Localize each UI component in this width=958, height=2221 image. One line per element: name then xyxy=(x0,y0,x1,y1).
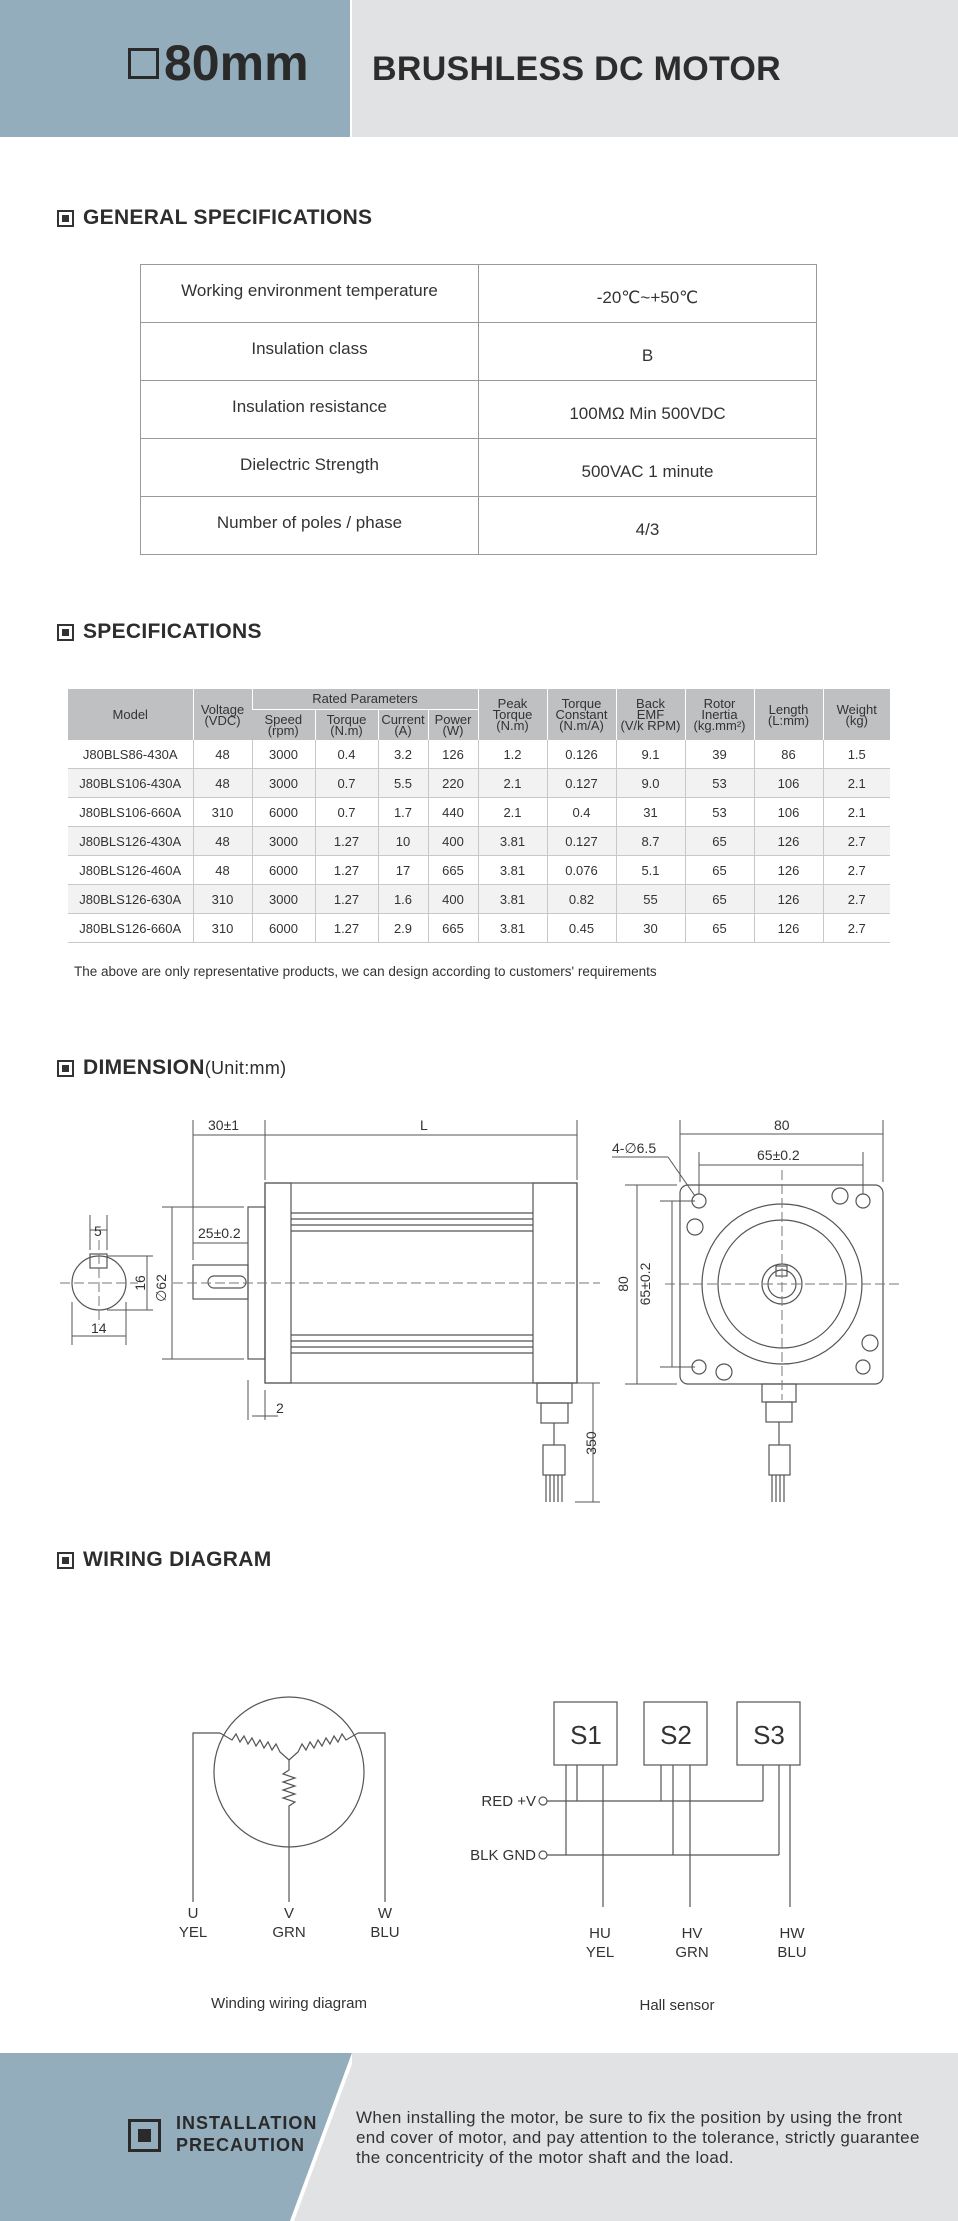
table-cell: 53 xyxy=(685,798,754,827)
hall-blk-label: BLK GND xyxy=(470,1847,536,1864)
dim-mounting-holes: 4-∅6.5 xyxy=(612,1140,657,1156)
table-cell: 1.5 xyxy=(823,740,890,769)
wiring-heading-text: WIRING DIAGRAM xyxy=(83,1548,272,1571)
general-value: 100MΩ Min 500VDC xyxy=(479,381,817,439)
winding-w-label: W xyxy=(377,1905,393,1922)
table-cell: 400 xyxy=(428,827,478,856)
table-cell: 0.7 xyxy=(315,769,378,798)
col-rotor-inertia: Rotor Inertia (kg.mm²) xyxy=(685,689,754,740)
table-cell: 1.6 xyxy=(378,885,428,914)
wiring-heading xyxy=(57,1548,272,1572)
dim-shaft-flat: 16 xyxy=(132,1275,148,1291)
table-cell: 2.7 xyxy=(823,856,890,885)
table-cell: 400 xyxy=(428,885,478,914)
table-row xyxy=(141,497,817,555)
table-cell: 0.7 xyxy=(315,798,378,827)
table-cell: 9.1 xyxy=(616,740,685,769)
general-key: Insulation resistance xyxy=(141,381,479,439)
table-cell: 1.27 xyxy=(315,827,378,856)
table-row xyxy=(68,769,890,798)
table-cell: 48 xyxy=(193,827,252,856)
general-key: Dielectric Strength xyxy=(141,439,479,497)
table-cell: 3.81 xyxy=(478,914,547,943)
table-cell: 1.27 xyxy=(315,885,378,914)
page-title: BRUSHLESS DC MOTOR xyxy=(372,50,782,88)
precaution-text: When installing the motor, be sure to fix the position by using the front end cover of motor, and pay attention to the tolerance, strictly guarantee the concentricity of the motor shaft and the load. xyxy=(356,2108,920,2167)
general-spec-table xyxy=(140,264,817,555)
section-square-icon xyxy=(57,1552,74,1569)
col-weight: Weight (kg) xyxy=(823,689,890,740)
table-cell: 2.1 xyxy=(478,769,547,798)
table-cell: 0.4 xyxy=(547,798,616,827)
table-cell: 2.1 xyxy=(478,798,547,827)
table-cell: 3.81 xyxy=(478,827,547,856)
table-row xyxy=(141,381,817,439)
table-row xyxy=(68,885,890,914)
table-cell: 48 xyxy=(193,856,252,885)
general-spec-heading xyxy=(57,206,372,230)
col-torque-constant: Torque Constant (N.m/A) xyxy=(547,689,616,740)
col-speed: Speed (rpm) xyxy=(252,709,315,740)
dim-cable-length: 350 xyxy=(583,1431,599,1455)
col-current: Current (A) xyxy=(378,709,428,740)
general-key: Insulation class xyxy=(141,323,479,381)
hall-hu-label: HU xyxy=(589,1925,611,1942)
specifications-heading xyxy=(57,620,262,644)
model-cell: J80BLS126-460A xyxy=(68,856,193,885)
table-cell: 310 xyxy=(193,885,252,914)
winding-w-color: BLU xyxy=(370,1924,400,1941)
general-key: Number of poles / phase xyxy=(141,497,479,555)
table-cell: 0.4 xyxy=(315,740,378,769)
table-cell: 48 xyxy=(193,769,252,798)
table-cell: 220 xyxy=(428,769,478,798)
table-cell: 106 xyxy=(754,798,823,827)
table-cell: 2.9 xyxy=(378,914,428,943)
table-cell: 3000 xyxy=(252,885,315,914)
table-cell: 0.82 xyxy=(547,885,616,914)
winding-v-color: GRN xyxy=(272,1924,306,1941)
hall-hv-label: HV xyxy=(681,1925,703,1942)
section-square-icon xyxy=(57,1060,74,1077)
table-cell: 6000 xyxy=(252,856,315,885)
dim-pilot-diameter: ∅62 xyxy=(153,1274,169,1302)
table-cell: 65 xyxy=(685,914,754,943)
table-cell: 5.1 xyxy=(616,856,685,885)
table-cell: 126 xyxy=(754,856,823,885)
dim-hole-pitch-height: 65±0.2 xyxy=(637,1262,653,1306)
hall-caption: Hall sensor xyxy=(639,1997,715,2014)
winding-v-label: V xyxy=(283,1905,295,1922)
table-cell: 665 xyxy=(428,914,478,943)
table-cell: 440 xyxy=(428,798,478,827)
model-cell: J80BLS126-430A xyxy=(68,827,193,856)
model-cell: J80BLS86-430A xyxy=(68,740,193,769)
table-cell: 126 xyxy=(754,885,823,914)
table-cell: 6000 xyxy=(252,798,315,827)
dim-shaft-diameter: 14 xyxy=(91,1320,107,1336)
square-icon xyxy=(128,48,159,79)
dim-motor-length: L xyxy=(420,1117,428,1133)
dim-shaft-length: 30±1 xyxy=(208,1117,240,1133)
table-cell: 55 xyxy=(616,885,685,914)
section-square-icon xyxy=(57,624,74,641)
dim-key-length: 25±0.2 xyxy=(198,1225,241,1241)
frame-size-title xyxy=(128,34,309,92)
wiring-diagram xyxy=(0,1680,958,2020)
dim-key-width: 5 xyxy=(94,1223,102,1239)
hall-hv-color: GRN xyxy=(675,1944,709,1961)
hall-s1-label: S1 xyxy=(570,1720,602,1750)
table-cell: 665 xyxy=(428,856,478,885)
dimension-heading-text: DIMENSION xyxy=(83,1056,205,1079)
table-cell: 65 xyxy=(685,856,754,885)
general-spec-heading-text: GENERAL SPECIFICATIONS xyxy=(83,206,373,229)
dimension-drawing xyxy=(0,1100,958,1520)
table-cell: 2.1 xyxy=(823,769,890,798)
table-cell: 2.7 xyxy=(823,827,890,856)
table-cell: 126 xyxy=(754,914,823,943)
model-cell: J80BLS126-660A xyxy=(68,914,193,943)
table-cell: 65 xyxy=(685,827,754,856)
dim-flange-width: 80 xyxy=(774,1117,790,1133)
hall-s3-label: S3 xyxy=(753,1720,785,1750)
table-cell: 0.45 xyxy=(547,914,616,943)
specifications-table-body xyxy=(68,740,890,943)
winding-u-color: YEL xyxy=(178,1924,208,1941)
table-cell: 3.2 xyxy=(378,740,428,769)
table-cell: 30 xyxy=(616,914,685,943)
hall-s2-label: S2 xyxy=(660,1720,692,1750)
table-cell: 53 xyxy=(685,769,754,798)
general-value: B xyxy=(479,323,817,381)
spec-note: The above are only representative products, we can design according to customers' requirements xyxy=(74,964,657,979)
table-row xyxy=(141,439,817,497)
dim-hole-pitch-width: 65±0.2 xyxy=(757,1147,800,1163)
specifications-table xyxy=(68,689,890,943)
table-cell: 3000 xyxy=(252,769,315,798)
table-cell: 2.7 xyxy=(823,914,890,943)
general-value: -20℃~+50℃ xyxy=(479,265,817,323)
table-cell: 48 xyxy=(193,740,252,769)
table-cell: 31 xyxy=(616,798,685,827)
specifications-heading-text: SPECIFICATIONS xyxy=(83,620,262,643)
model-cell: J80BLS126-630A xyxy=(68,885,193,914)
col-model: Model xyxy=(68,689,193,740)
frame-size-text: 80mm xyxy=(164,35,309,91)
table-cell: 10 xyxy=(378,827,428,856)
precaution-title: INSTALLATION PRECAUTION xyxy=(176,2113,318,2155)
general-value: 4/3 xyxy=(479,497,817,555)
motor-shaft xyxy=(193,1265,248,1299)
dimension-heading xyxy=(57,1056,286,1080)
table-cell: 310 xyxy=(193,914,252,943)
table-row xyxy=(68,914,890,943)
hall-hw-color: BLU xyxy=(777,1944,807,1961)
winding-u-label: U xyxy=(187,1905,199,1922)
col-torque: Torque (N.m) xyxy=(315,709,378,740)
model-cell: J80BLS106-660A xyxy=(68,798,193,827)
table-row xyxy=(68,827,890,856)
dim-flange-thickness: 2 xyxy=(276,1400,284,1416)
table-cell: 0.126 xyxy=(547,740,616,769)
table-cell: 1.7 xyxy=(378,798,428,827)
winding-caption: Winding wiring diagram xyxy=(211,1995,367,2012)
hall-hu-color: YEL xyxy=(585,1944,615,1961)
table-cell: 0.076 xyxy=(547,856,616,885)
table-cell: 0.127 xyxy=(547,827,616,856)
table-cell: 0.127 xyxy=(547,769,616,798)
table-cell: 1.2 xyxy=(478,740,547,769)
table-row xyxy=(141,265,817,323)
dimension-unit: (Unit:mm) xyxy=(204,1057,287,1078)
table-row xyxy=(141,323,817,381)
table-cell: 106 xyxy=(754,769,823,798)
general-value: 500VAC 1 minute xyxy=(479,439,817,497)
hall-red-label: RED +V xyxy=(481,1793,536,1810)
col-back-emf: Back EMF (V/k RPM) xyxy=(616,689,685,740)
table-cell: 3000 xyxy=(252,827,315,856)
table-cell: 126 xyxy=(754,827,823,856)
precaution-icon xyxy=(128,2119,161,2152)
col-voltage: Voltage (VDC) xyxy=(193,689,252,740)
col-power: Power (W) xyxy=(428,709,478,740)
col-length: Length (L:mm) xyxy=(754,689,823,740)
col-rated-parameters: Rated Parameters xyxy=(252,689,478,709)
table-cell: 5.5 xyxy=(378,769,428,798)
table-cell: 1.27 xyxy=(315,856,378,885)
table-cell: 6000 xyxy=(252,914,315,943)
table-cell: 39 xyxy=(685,740,754,769)
table-cell: 2.1 xyxy=(823,798,890,827)
table-cell: 65 xyxy=(685,885,754,914)
general-key: Working environment temperature xyxy=(141,265,479,323)
table-cell: 1.27 xyxy=(315,914,378,943)
table-cell: 9.0 xyxy=(616,769,685,798)
table-row xyxy=(68,740,890,769)
table-cell: 3000 xyxy=(252,740,315,769)
table-cell: 3.81 xyxy=(478,856,547,885)
model-cell: J80BLS106-430A xyxy=(68,769,193,798)
section-square-icon xyxy=(57,210,74,227)
table-cell: 2.7 xyxy=(823,885,890,914)
table-cell: 310 xyxy=(193,798,252,827)
table-cell: 8.7 xyxy=(616,827,685,856)
dim-flange-height: 80 xyxy=(615,1276,631,1292)
table-cell: 126 xyxy=(428,740,478,769)
table-row xyxy=(68,798,890,827)
table-cell: 86 xyxy=(754,740,823,769)
col-peak-torque: Peak Torque (N.m) xyxy=(478,689,547,740)
hall-hw-label: HW xyxy=(779,1925,805,1942)
table-cell: 3.81 xyxy=(478,885,547,914)
table-cell: 17 xyxy=(378,856,428,885)
table-row xyxy=(68,856,890,885)
